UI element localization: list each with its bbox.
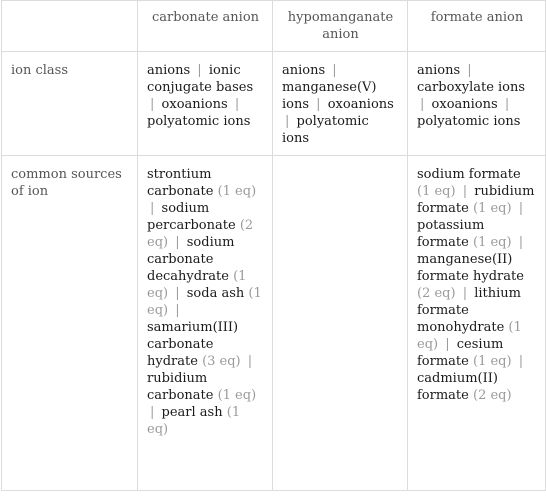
- cell-sources-hypomanganate: [273, 156, 408, 491]
- item-name: cesium formate: [417, 337, 504, 369]
- item-name: pearl ash: [161, 405, 223, 420]
- column-header-formate: formate anion: [408, 1, 546, 52]
- item-quantity: (1 eq): [473, 235, 512, 250]
- separator: |: [175, 235, 180, 250]
- row-common-sources: [2, 156, 546, 491]
- separator: |: [175, 303, 180, 318]
- item-quantity: (3 eq): [202, 354, 241, 369]
- item-name: anions: [417, 63, 461, 78]
- item-name: oxoanions: [327, 97, 394, 112]
- separator: |: [462, 184, 468, 199]
- item-name: anions: [147, 63, 191, 78]
- column-header-carbonate: carbonate anion: [138, 1, 273, 52]
- item-name: oxoanions: [161, 97, 228, 112]
- comparison-table: [1, 0, 546, 491]
- item-name: manganese(V) ions: [282, 80, 377, 112]
- item-name: lithium formate monohydrate: [417, 286, 522, 335]
- row-ion-class: [2, 52, 546, 156]
- separator: |: [197, 63, 202, 78]
- separator: |: [150, 405, 155, 420]
- item-name: samarium(III) carbonate hydrate: [147, 320, 239, 369]
- cell-sources-formate: [408, 156, 546, 491]
- header-row: [2, 1, 546, 52]
- item-name: polyatomic ions: [417, 114, 521, 129]
- separator: |: [150, 201, 155, 216]
- column-header-hypomanganate: hypomanganate anion: [273, 1, 408, 52]
- item-quantity: (1 eq): [417, 320, 522, 352]
- item-name: soda ash: [186, 286, 245, 301]
- separator: |: [518, 201, 524, 216]
- corner-cell: [2, 1, 138, 52]
- separator: |: [285, 114, 290, 129]
- separator: |: [462, 286, 468, 301]
- separator: |: [175, 286, 180, 301]
- item-name: polyatomic ions: [282, 114, 369, 146]
- item-quantity: (1 eq): [473, 201, 512, 216]
- separator: |: [316, 97, 321, 112]
- item-name: ionic conjugate bases: [147, 63, 254, 95]
- item-name: rubidium carbonate: [147, 371, 214, 403]
- item-name: sodium formate: [417, 167, 521, 182]
- cell-ion-class-carbonate: [138, 52, 273, 156]
- item-name: sodium percarbonate: [147, 201, 236, 233]
- item-name: carboxylate ions: [417, 80, 526, 95]
- item-name: potassium formate: [417, 218, 485, 250]
- item-quantity: (1 eq): [473, 354, 512, 369]
- item-quantity: (1 eq): [147, 286, 262, 318]
- cell-ion-class-hypomanganate: [273, 52, 408, 156]
- separator: |: [420, 97, 425, 112]
- separator: |: [518, 354, 524, 369]
- separator: |: [504, 97, 510, 112]
- item-quantity: (2 eq): [473, 388, 512, 403]
- item-name: polyatomic ions: [147, 114, 251, 129]
- separator: |: [150, 97, 155, 112]
- item-name: cadmium(II) formate: [417, 371, 498, 403]
- item-quantity: (1 eq): [217, 388, 257, 403]
- item-name: manganese(II) formate hydrate: [417, 252, 524, 284]
- item-quantity: (1 eq): [417, 184, 456, 199]
- item-quantity: (1 eq): [147, 405, 241, 437]
- separator: |: [467, 63, 472, 78]
- cell-ion-class-formate: [408, 52, 546, 156]
- item-quantity: (1 eq): [217, 184, 257, 199]
- separator: |: [247, 354, 253, 369]
- item-name: anions: [282, 63, 326, 78]
- item-quantity: (2 eq): [147, 218, 254, 250]
- separator: |: [234, 97, 240, 112]
- item-name: strontium carbonate: [147, 167, 214, 199]
- separator: |: [332, 63, 337, 78]
- separator: |: [518, 235, 524, 250]
- item-name: sodium carbonate decahydrate: [147, 235, 235, 284]
- item-name: rubidium formate: [417, 184, 535, 216]
- item-name: oxoanions: [431, 97, 498, 112]
- item-quantity: (2 eq): [417, 286, 456, 301]
- separator: |: [445, 337, 450, 352]
- row-header-common-sources: common sources of ion: [2, 156, 138, 491]
- cell-sources-carbonate: [138, 156, 273, 491]
- row-header-ion-class: ion class: [2, 52, 138, 156]
- item-quantity: (1 eq): [147, 269, 247, 301]
